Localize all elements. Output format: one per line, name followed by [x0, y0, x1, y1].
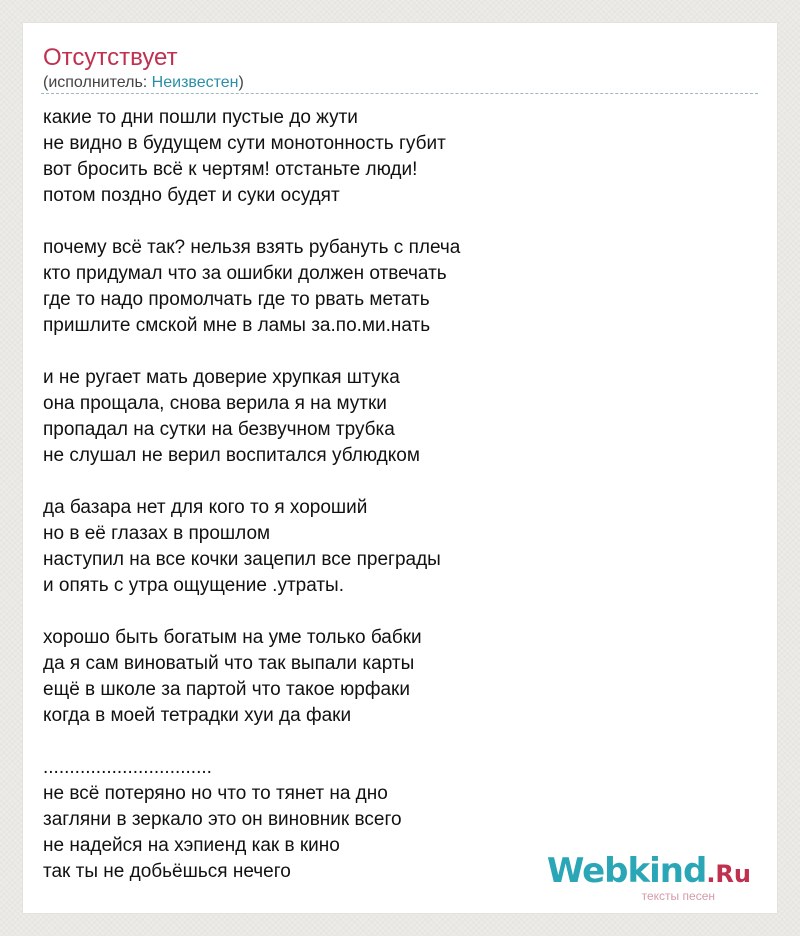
lyric-line: почему всё так? нельзя взять рубануть с плеча: [43, 237, 461, 258]
lyric-line: какие то дни пошли пустые до жути: [43, 107, 358, 128]
lyric-line: кто придумал что за ошибки должен отвечать: [43, 263, 447, 284]
stanza: [43, 365, 743, 469]
stanza: [43, 495, 743, 599]
lyric-line: и опять с утра ощущение .утраты.: [43, 575, 344, 596]
lyric-line: не слушал не верил воспитался ублюдком: [43, 445, 420, 466]
artist-suffix: ): [238, 74, 244, 91]
lyric-line: где то надо промолчать где то рвать метать: [43, 289, 430, 310]
lyric-line: ................................: [43, 757, 212, 778]
logo-tagline: тексты песен: [641, 889, 715, 903]
lyrics-body: [43, 105, 743, 911]
lyric-line: не надейся на хэпиенд как в кино: [43, 835, 340, 856]
title-divider: [41, 93, 758, 94]
lyric-line: так ты не добьёшься нечего: [43, 861, 291, 882]
lyric-line: она прощала, снова верила я на мутки: [43, 393, 387, 414]
song-title: Отсутствует: [43, 44, 178, 71]
lyric-line: да базара нет для кого то я хороший: [43, 497, 368, 518]
lyric-line: не всё потеряно но что то тянет на дно: [43, 783, 388, 804]
lyric-line: пришлите смской мне в ламы за.по.ми.нать: [43, 315, 431, 336]
logo-tld: .Ru: [706, 860, 751, 888]
lyric-line: потом поздно будет и суки осудят: [43, 185, 340, 206]
lyric-line: вот бросить всё к чертям! отстаньте люди!: [43, 159, 418, 180]
site-logo[interactable]: [531, 851, 751, 903]
lyric-line: когда в моей тетрадки хуи да факи: [43, 705, 352, 726]
lyric-line: наступил на все кочки зацепил все преграды: [43, 549, 441, 570]
lyric-line: не видно в будущем сути монотонность губит: [43, 133, 446, 154]
lyric-line: и не ругает мать доверие хрупкая штука: [43, 367, 400, 388]
logo-name: Webkind: [546, 851, 707, 891]
stanza: [43, 235, 743, 339]
lyric-line: да я сам виноватый что так выпали карты: [43, 653, 415, 674]
artist-prefix: (исполнитель:: [43, 74, 152, 91]
lyric-line: хорошо быть богатым на уме только бабки: [43, 627, 422, 648]
artist-line: [43, 73, 244, 93]
lyric-line: загляни в зеркало это он виновник всего: [43, 809, 402, 830]
lyric-line: ещё в школе за партой что такое юрфаки: [43, 679, 410, 700]
stanza: [43, 105, 743, 209]
stanza: [43, 625, 743, 729]
artist-link[interactable]: Неизвестен: [151, 74, 239, 91]
lyric-line: но в её глазах в прошлом: [43, 523, 271, 544]
lyric-line: пропадал на сутки на безвучном трубка: [43, 419, 395, 440]
lyrics-card: [22, 22, 778, 914]
